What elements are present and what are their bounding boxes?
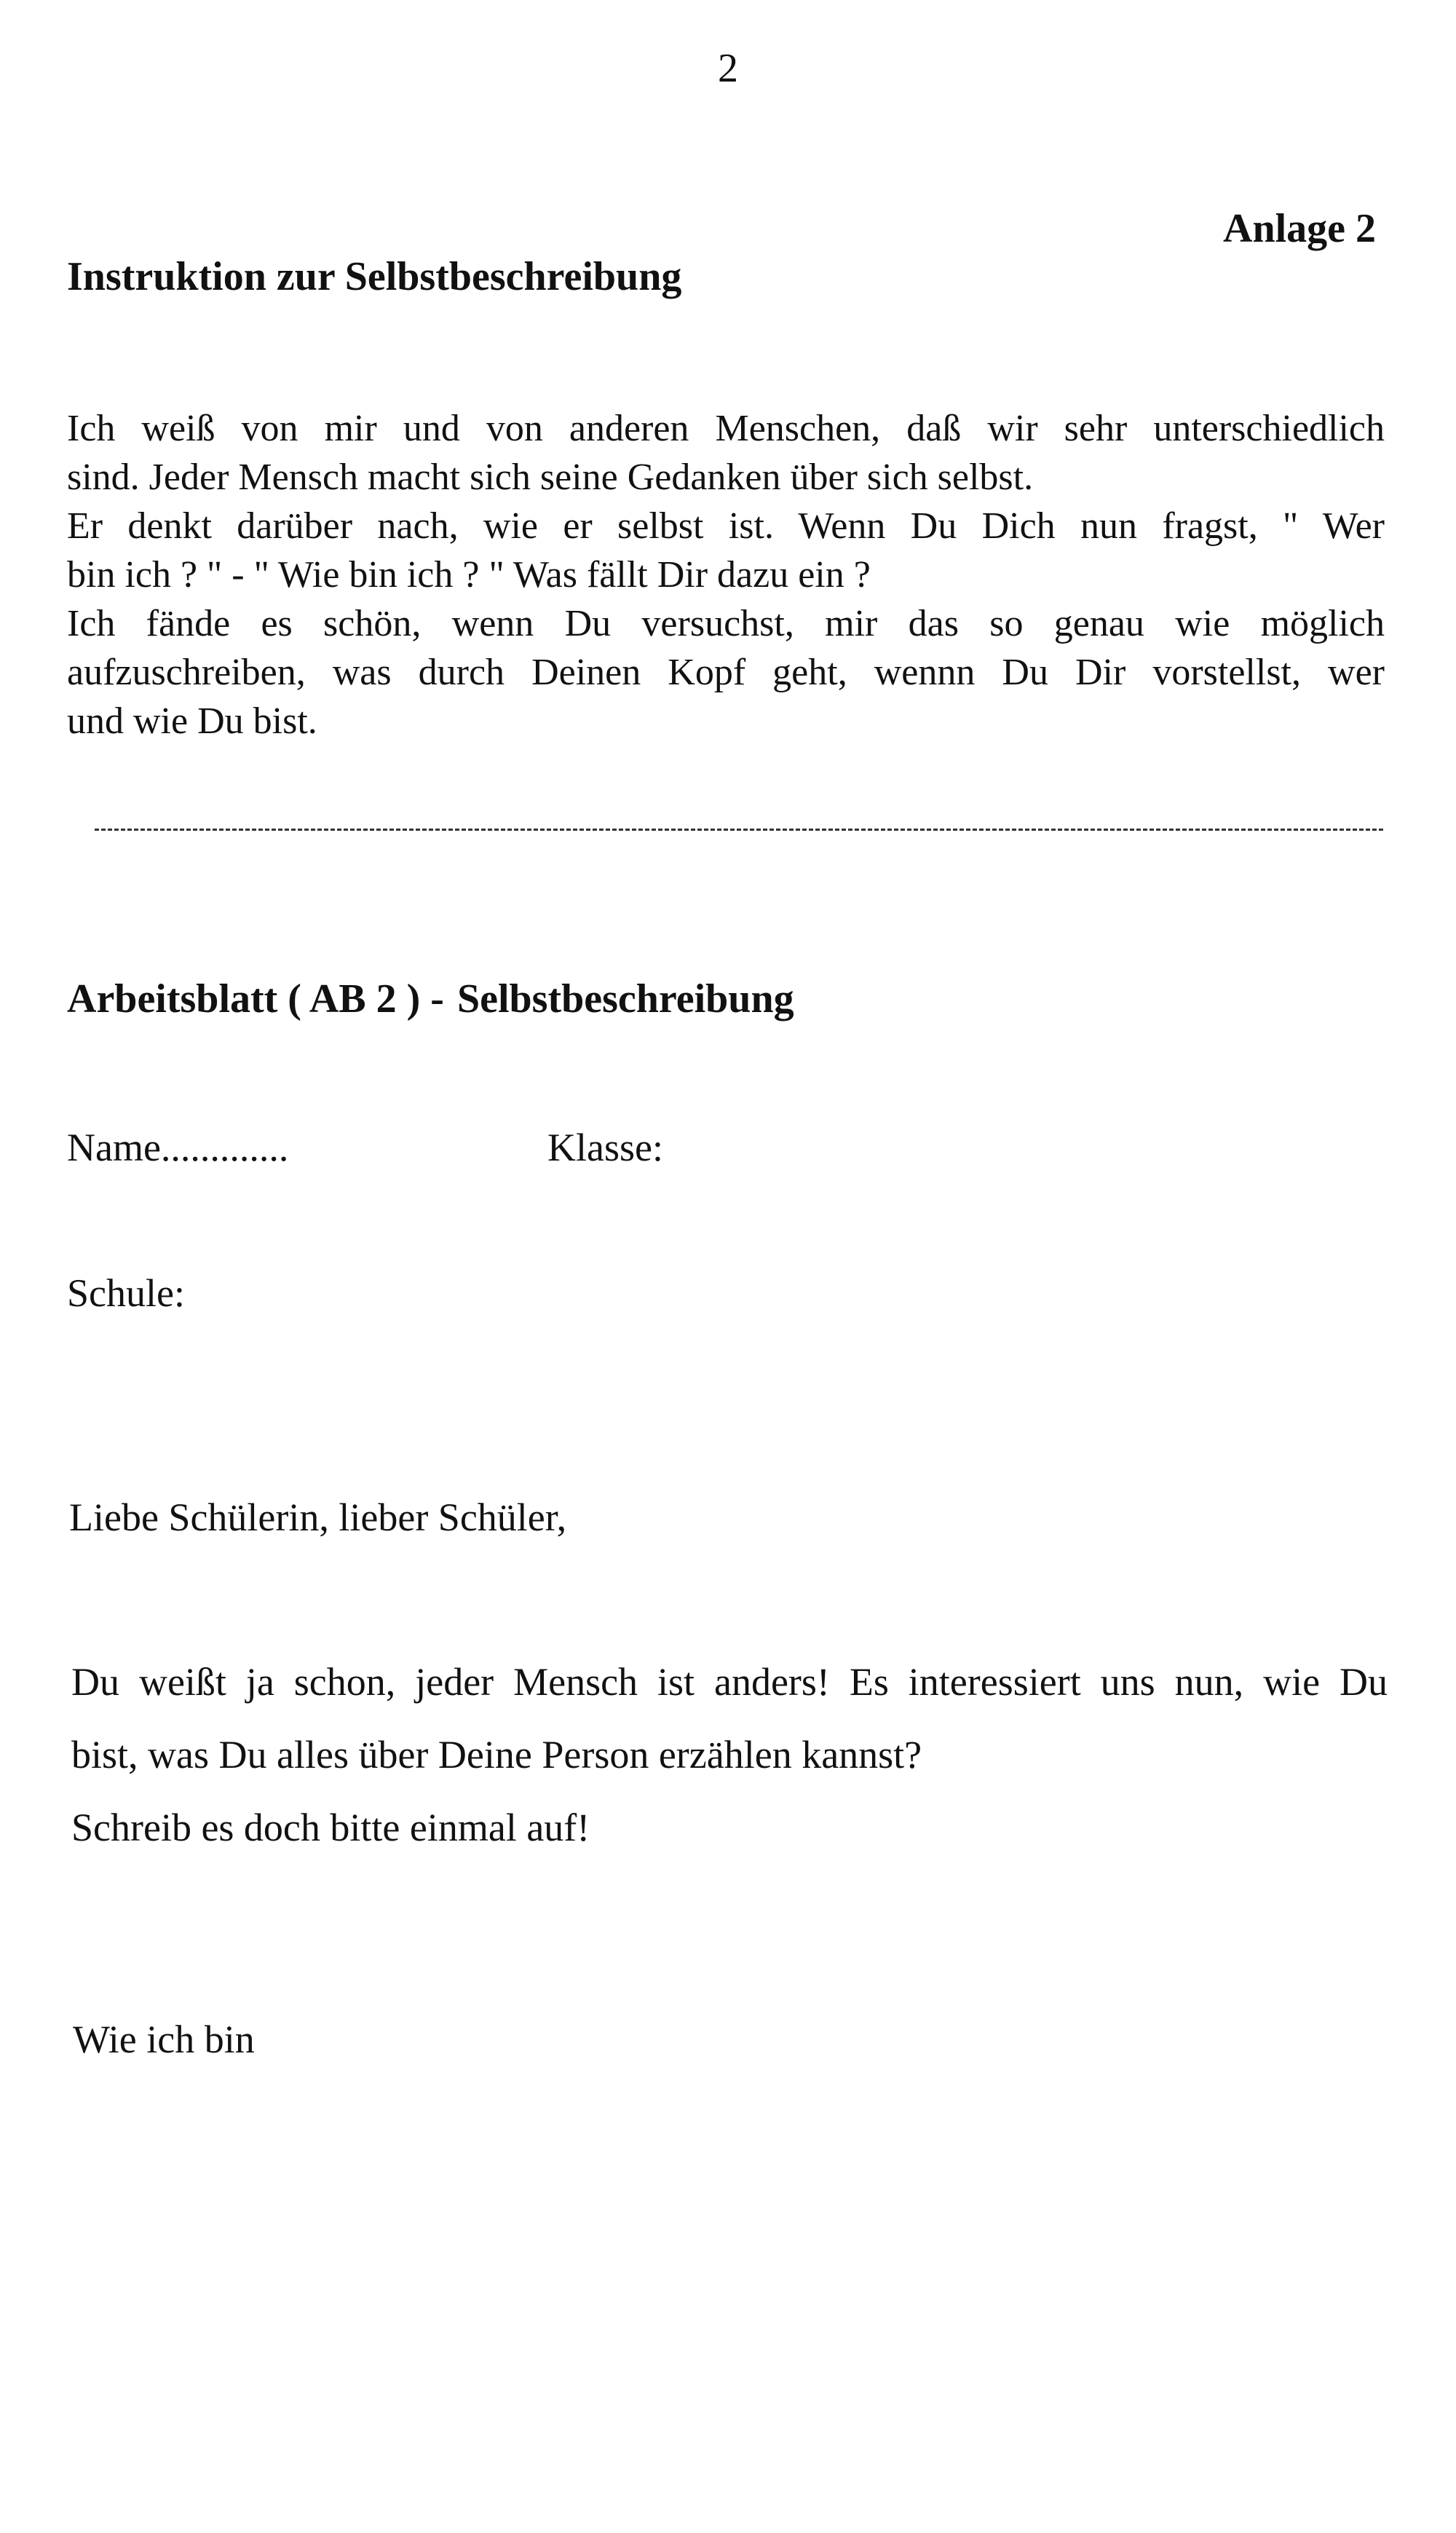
instruction-line: und wie Du bist. bbox=[67, 700, 317, 742]
instruction-line: Ich weiß von mir und von anderen Menschen, daß wir sehr unterschiedlich bbox=[67, 408, 1385, 449]
instruction-line: aufzuschreiben, was durch Deinen Kopf geht, wennn Du Dir vorstellst, wer bbox=[67, 652, 1385, 693]
class-field-label: Klasse: bbox=[547, 1126, 663, 1169]
dashed-separator bbox=[95, 829, 1383, 831]
worksheet-body-text bbox=[71, 1645, 1388, 1864]
greeting: Liebe Schülerin, lieber Schüler, bbox=[69, 1495, 567, 1539]
instruction-text bbox=[67, 404, 1385, 746]
instruction-title: Instruktion zur Selbstbeschreibung bbox=[67, 254, 682, 299]
instruction-line: Er denkt darüber nach, wie er selbst ist. Wenn Du Dich nun fragst, " Wer bbox=[67, 505, 1385, 547]
instruction-line: bin ich ? " - " Wie bin ich ? " Was fällt Dir dazu ein ? bbox=[67, 554, 871, 596]
instruction-line: sind. Jeder Mensch macht sich seine Gedanken über sich selbst. bbox=[67, 457, 1034, 498]
page-number: 2 bbox=[718, 46, 738, 91]
writing-prompt: Wie ich bin bbox=[73, 2018, 255, 2061]
annex-label: Anlage 2 bbox=[1223, 206, 1376, 251]
worksheet-title-name: Selbstbeschreibung bbox=[456, 976, 794, 1022]
worksheet-title bbox=[67, 976, 794, 1022]
name-field-label: Name............. bbox=[67, 1126, 289, 1169]
worksheet-title-prefix: Arbeitsblatt ( AB 2 ) - bbox=[67, 976, 444, 1022]
body-line: bist, was Du alles über Deine Person erzählen kannst? bbox=[71, 1733, 922, 1777]
instruction-line: Ich fände es schön, wenn Du versuchst, mir das so genau wie möglich bbox=[67, 603, 1385, 644]
body-line: Du weißt ja schon, jeder Mensch ist anders! Es interessiert uns nun, wie Du bbox=[71, 1660, 1388, 1704]
body-line: Schreib es doch bitte einmal auf! bbox=[71, 1806, 590, 1849]
school-field-label: Schule: bbox=[67, 1271, 185, 1315]
